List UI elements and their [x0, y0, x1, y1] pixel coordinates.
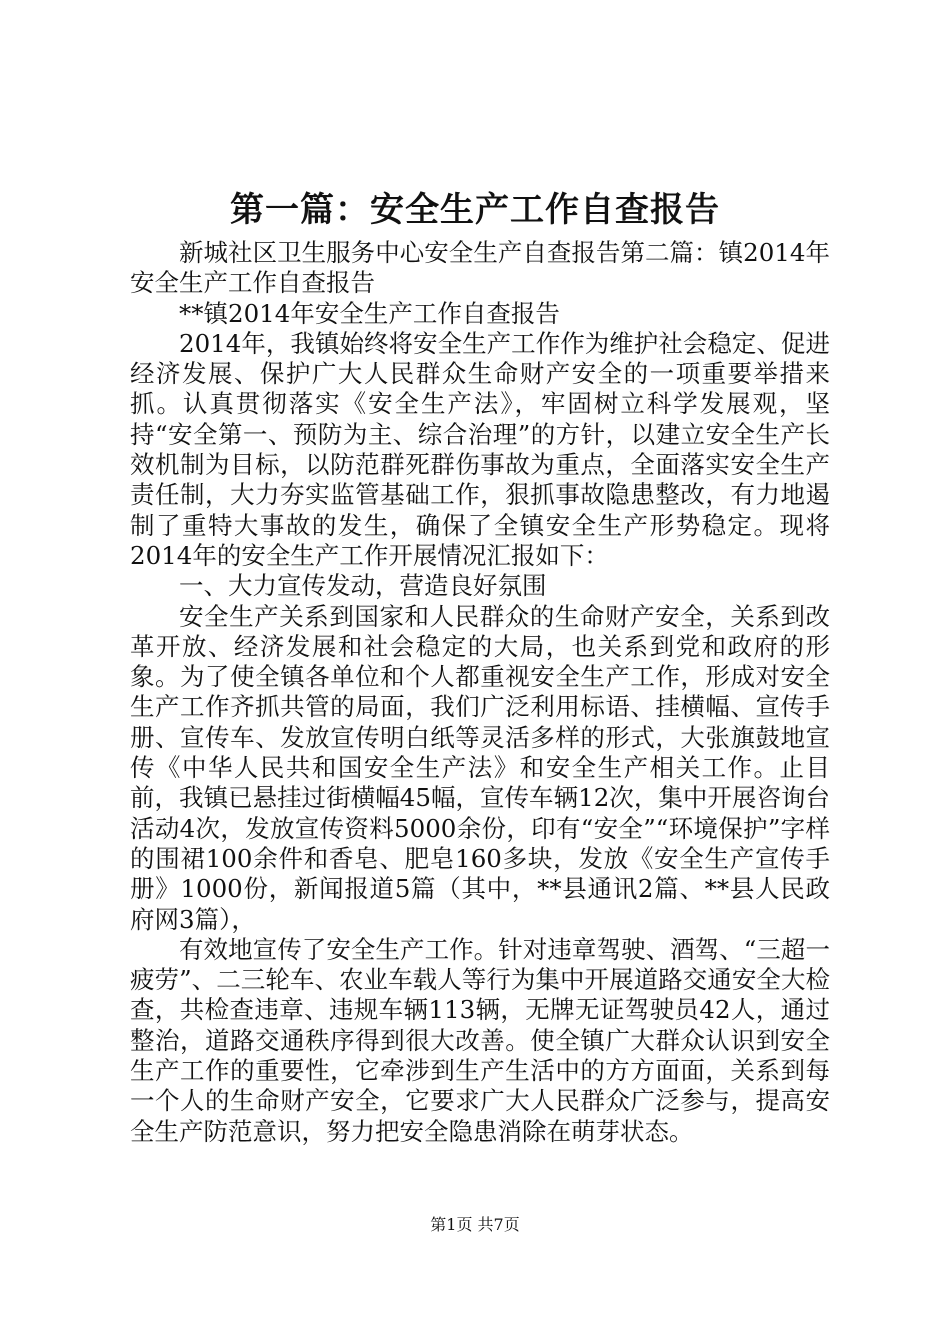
document-title: 第一篇：安全生产工作自查报告	[230, 190, 720, 230]
document-body	[130, 238, 830, 1147]
paragraph-intro: 新城社区卫生服务中心安全生产自查报告第二篇：镇2014年安全生产工作自查报告	[130, 238, 830, 298]
page-footer: 第1页 共7页	[430, 1215, 520, 1234]
paragraph-traffic-safety: 有效地宣传了安全生产工作。针对违章驾驶、酒驾、“三超一疲劳”、二三轮车、农业车载人等行为集中开展道路交通安全大检查，共检查违章、违规车辆113辆，无牌无证驾驶员42人，通过整治，道路交通秩序得到很大改善。使全镇广大群众认识到安全生产工作的重要性，它牵涉到生产生活中的方方面面，关系到每一个人的生命财产安全，它要求广大人民群众广泛参与，提高安全生产防范意识，努力把安全隐患消除在萌芽状态。	[130, 934, 830, 1146]
paragraph-publicity: 安全生产关系到国家和人民群众的生命财产安全，关系到改革开放、经济发展和社会稳定的大局，也关系到党和政府的形象。为了使全镇各单位和个人都重视安全生产工作，形成对安全生产工作齐抓共管的局面，我们广泛利用标语、挂横幅、宣传手册、宣传车、发放宣传明白纸等灵活多样的形式，大张旗鼓地宣传《中华人民共和国安全生产法》和安全生产相关工作。止目前，我镇已悬挂过街横幅45幅，宣传车辆12次，集中开展咨询台活动4次，发放宣传资料5000余份，印有“安全”“环境保护”字样的围裙100余件和香皂、肥皂160多块，发放《安全生产宣传手册》1000份，新闻报道5篇（其中，**县通讯2篇、**县人民政府网3篇），	[130, 601, 830, 934]
paragraph-overview: 2014年，我镇始终将安全生产工作作为维护社会稳定、促进经济发展、保护广大人民群众生命财产安全的一项重要举措来抓。认真贯彻落实《安全生产法》，牢固树立科学发展观，坚持“安全第一、预防为主、综合治理”的方针，以建立安全生产长效机制为目标，以防范群死群伤事故为重点，全面落实安全生产责任制，大力夯实监管基础工作，狠抓事故隐患整改，有力地遏制了重特大事故的发生，确保了全镇安全生产形势稳定。现将2014年的安全生产工作开展情况汇报如下：	[130, 328, 830, 570]
paragraph-report-title: **镇2014年安全生产工作自查报告	[179, 298, 560, 328]
section-heading-1: 一、大力宣传发动，营造良好氛围	[179, 571, 547, 601]
